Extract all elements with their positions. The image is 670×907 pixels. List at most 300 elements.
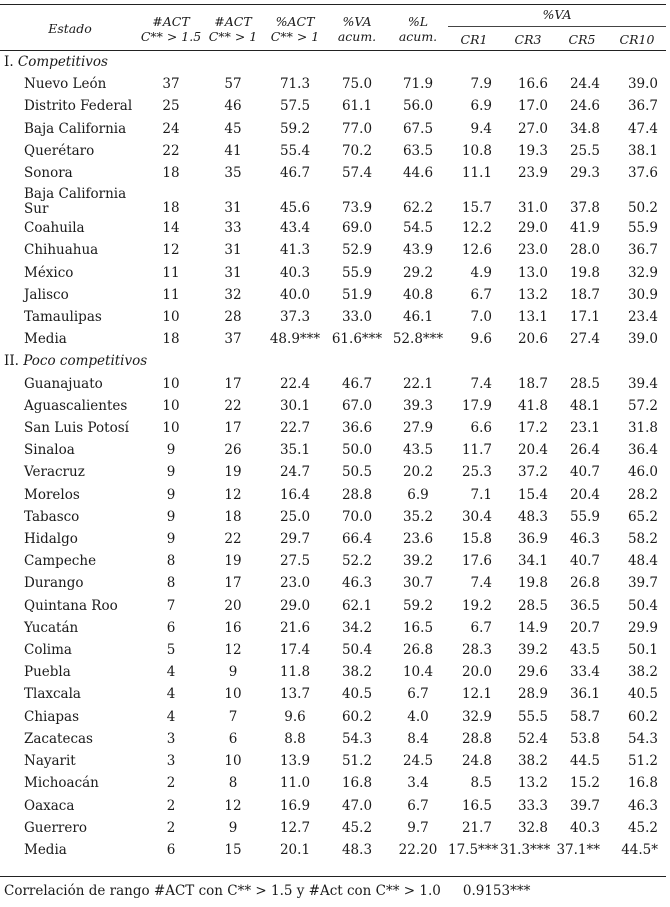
cell-pct-act1: 48.9*** <box>269 331 321 348</box>
cell-cr10: 54.3 <box>627 730 658 747</box>
cell-cr5: 27.4 <box>569 331 600 348</box>
cell-l-acum: 39.2 <box>402 553 434 570</box>
table-row <box>0 795 666 817</box>
header-pct-act1: %ACT C** > 1 <box>270 13 320 44</box>
cell-cr1: 24.8 <box>461 753 492 770</box>
table-row <box>0 140 666 162</box>
cell-cr3: 23.0 <box>517 242 548 259</box>
cell-cr3: 27.0 <box>517 120 548 137</box>
cell-cr3: 20.6 <box>517 331 548 348</box>
cell-act15: 4 <box>166 664 176 681</box>
cell-pct-act1: 16.9 <box>279 797 311 814</box>
cell-cr10: 36.7 <box>627 98 658 115</box>
cell-l-acum: 4.0 <box>407 708 429 725</box>
cell-act15: 9 <box>166 464 176 481</box>
cell-l-acum: 43.5 <box>402 442 434 459</box>
cell-act1: 18 <box>224 508 242 525</box>
cell-act15: 14 <box>162 220 180 237</box>
cell-act1: 8 <box>228 775 238 792</box>
cell-act15: 9 <box>166 442 176 459</box>
cell-cr10: 50.1 <box>627 642 658 659</box>
cell-pct-act1: 13.7 <box>279 686 311 703</box>
cell-cr5: 25.5 <box>569 142 600 159</box>
cell-pct-act1: 40.3 <box>279 264 311 281</box>
cell-act1: 17 <box>224 420 242 437</box>
footer-rule <box>0 876 666 877</box>
cell-l-acum: 71.9 <box>402 76 434 93</box>
cell-cr1: 4.9 <box>470 264 492 281</box>
competitiveness-table <box>0 4 666 861</box>
cell-cr3: 28.9 <box>517 686 548 703</box>
cell-cr10: 44.5* <box>621 841 658 858</box>
table-row <box>0 750 666 772</box>
cell-l-acum: 9.7 <box>407 819 429 836</box>
cell-act1: 41 <box>224 142 242 159</box>
table-row <box>0 184 666 217</box>
header-cr1: CR1 <box>460 32 488 47</box>
header-cr10: CR10 <box>619 32 655 47</box>
cell-pct-act1: 23.0 <box>279 575 311 592</box>
cell-l-acum: 22.1 <box>402 375 434 392</box>
cell-act1: 12 <box>224 642 242 659</box>
header-act1: #ACT C** > 1 <box>208 13 258 44</box>
cell-va-acum: 51.9 <box>341 286 373 303</box>
cell-l-acum: 6.7 <box>407 797 429 814</box>
cell-cr5: 24.4 <box>569 76 600 93</box>
cell-l-acum: 8.4 <box>407 730 429 747</box>
cell-act1: 22 <box>224 531 242 548</box>
cell-va-acum: 57.4 <box>341 165 373 182</box>
cell-pct-act1: 55.4 <box>279 142 311 159</box>
header-estado: Estado <box>48 21 92 36</box>
table-row <box>0 73 666 95</box>
cell-va-acum: 70.2 <box>341 142 373 159</box>
cell-va-acum: 61.6*** <box>331 331 383 348</box>
state-name: Chihuahua <box>24 242 99 259</box>
cell-act15: 8 <box>166 553 176 570</box>
cell-pct-act1: 12.7 <box>279 819 311 836</box>
table-row <box>0 162 666 184</box>
cell-cr10: 23.4 <box>627 309 658 326</box>
state-name: Sonora <box>24 165 73 182</box>
cell-act15: 2 <box>166 819 176 836</box>
cell-cr5: 39.7 <box>569 797 600 814</box>
table-row <box>0 484 666 506</box>
cell-cr3: 31.3*** <box>500 841 551 858</box>
section-number: II. <box>4 353 24 370</box>
cell-act15: 6 <box>166 841 176 858</box>
cell-va-acum: 51.2 <box>341 753 373 770</box>
header-cr5: CR5 <box>568 32 596 47</box>
cell-cr5: 48.1 <box>569 397 600 414</box>
state-name: Nuevo León <box>24 76 107 93</box>
cell-cr1: 30.4 <box>461 508 492 525</box>
header-cr3: CR3 <box>514 32 542 47</box>
cell-cr1: 15.8 <box>461 531 492 548</box>
state-name: San Luis Potosí <box>24 420 129 437</box>
cell-pct-act1: 59.2 <box>279 120 311 137</box>
cell-cr10: 58.2 <box>627 531 658 548</box>
cell-act1: 19 <box>224 464 242 481</box>
cell-cr1: 16.5 <box>461 797 492 814</box>
cell-act15: 18 <box>162 331 180 348</box>
state-name: Guanajuato <box>24 375 103 392</box>
cell-pct-act1: 25.0 <box>279 508 311 525</box>
cell-cr1: 28.8 <box>461 730 492 747</box>
section-heading <box>0 51 666 74</box>
cell-act1: 45 <box>224 120 242 137</box>
state-name: México <box>24 264 74 281</box>
cell-l-acum: 52.8*** <box>392 331 444 348</box>
cell-act15: 10 <box>162 397 180 414</box>
state-name: Distrito Federal <box>24 98 133 115</box>
cell-l-acum: 20.2 <box>402 464 434 481</box>
cell-cr3: 18.7 <box>517 375 548 392</box>
cell-cr10: 51.2 <box>627 753 658 770</box>
cell-cr1: 9.4 <box>470 120 492 137</box>
cell-cr10: 29.9 <box>627 619 658 636</box>
cell-pct-act1: 40.0 <box>279 286 311 303</box>
cell-cr3: 13.0 <box>517 264 548 281</box>
cell-cr5: 26.8 <box>569 575 600 592</box>
cell-cr5: 15.2 <box>569 775 600 792</box>
cell-l-acum: 62.2 <box>402 200 434 217</box>
cell-l-acum: 6.7 <box>407 686 429 703</box>
cell-cr1: 7.9 <box>470 76 492 93</box>
cell-cr3: 13.2 <box>517 775 548 792</box>
state-name: Media <box>24 331 67 348</box>
cell-cr5: 36.5 <box>569 597 600 614</box>
section-competitivos <box>0 51 666 74</box>
cell-act1: 33 <box>224 220 242 237</box>
cell-cr3: 28.5 <box>517 597 548 614</box>
cell-act15: 5 <box>166 642 176 659</box>
cell-cr5: 34.8 <box>569 120 600 137</box>
cell-cr5: 18.7 <box>569 286 600 303</box>
cell-l-acum: 54.5 <box>402 220 434 237</box>
cell-pct-act1: 29.7 <box>279 531 311 548</box>
table-row <box>0 617 666 639</box>
state-name: Chiapas <box>24 708 80 725</box>
cell-act1: 32 <box>224 286 242 303</box>
cell-act1: 16 <box>224 619 242 636</box>
cell-cr10: 37.6 <box>627 165 658 182</box>
cell-va-acum: 50.4 <box>341 642 373 659</box>
cell-act15: 6 <box>166 619 176 636</box>
cell-cr5: 23.1 <box>569 420 600 437</box>
cell-pct-act1: 13.9 <box>279 753 311 770</box>
cell-cr3: 13.1 <box>517 309 548 326</box>
cell-pct-act1: 27.5 <box>279 553 311 570</box>
table-row <box>0 683 666 705</box>
table-row <box>0 217 666 239</box>
cell-cr3: 14.9 <box>517 619 548 636</box>
cell-va-acum: 50.5 <box>341 464 373 481</box>
cell-act1: 37 <box>224 331 242 348</box>
cell-act15: 10 <box>162 309 180 326</box>
cell-cr3: 20.4 <box>517 442 548 459</box>
cell-cr1: 8.5 <box>470 775 492 792</box>
cell-va-acum: 33.0 <box>341 309 373 326</box>
cell-l-acum: 22.20 <box>398 841 438 858</box>
cell-pct-act1: 11.0 <box>279 775 311 792</box>
state-name: Tabasco <box>24 508 80 525</box>
cell-l-acum: 35.2 <box>402 508 434 525</box>
cell-pct-act1: 35.1 <box>279 442 311 459</box>
cell-act1: 9 <box>228 664 238 681</box>
cell-cr1: 25.3 <box>461 464 492 481</box>
cell-cr10: 39.4 <box>627 375 658 392</box>
cell-pct-act1: 37.3 <box>279 309 311 326</box>
cell-cr10: 36.4 <box>627 442 658 459</box>
cell-va-acum: 69.0 <box>341 220 373 237</box>
cell-pct-act1: 22.7 <box>279 420 311 437</box>
table-row <box>0 239 666 261</box>
cell-va-acum: 73.9 <box>341 200 373 217</box>
cell-cr1: 20.0 <box>461 664 492 681</box>
table-row <box>0 550 666 572</box>
state-name: Querétaro <box>24 142 95 159</box>
cell-l-acum: 63.5 <box>402 142 434 159</box>
cell-va-acum: 54.3 <box>341 730 373 747</box>
footer-value: 0.9153*** <box>462 883 531 899</box>
cell-pct-act1: 43.4 <box>279 220 311 237</box>
cell-cr1: 7.4 <box>470 375 492 392</box>
cell-l-acum: 16.5 <box>402 619 434 636</box>
cell-pct-act1: 21.6 <box>279 619 311 636</box>
cell-act1: 57 <box>224 76 242 93</box>
cell-cr10: 46.0 <box>627 464 658 481</box>
cell-cr10: 39.7 <box>627 575 658 592</box>
cell-cr10: 57.2 <box>627 397 658 414</box>
cell-cr1: 21.7 <box>461 819 492 836</box>
cell-cr3: 33.3 <box>517 797 548 814</box>
cell-cr3: 17.0 <box>517 98 548 115</box>
cell-act15: 8 <box>166 575 176 592</box>
cell-pct-act1: 20.1 <box>279 841 311 858</box>
cell-cr10: 32.9 <box>627 264 658 281</box>
state-name: Morelos <box>24 486 80 503</box>
cell-va-acum: 50.0 <box>341 442 373 459</box>
cell-act1: 17 <box>224 575 242 592</box>
cell-cr5: 43.5 <box>569 642 600 659</box>
cell-act1: 10 <box>224 753 242 770</box>
cell-act1: 26 <box>224 442 242 459</box>
cell-cr5: 53.8 <box>569 730 600 747</box>
state-name: Campeche <box>24 553 97 570</box>
cell-cr10: 45.2 <box>627 819 658 836</box>
cell-cr3: 39.2 <box>517 642 548 659</box>
cell-cr10: 50.4 <box>627 597 658 614</box>
cell-cr3: 32.8 <box>517 819 548 836</box>
state-name: Yucatán <box>24 619 79 636</box>
cell-cr10: 16.8 <box>627 775 658 792</box>
cell-va-acum: 38.2 <box>341 664 373 681</box>
cell-cr5: 26.4 <box>569 442 600 459</box>
state-name: Durango <box>24 575 84 592</box>
cell-act15: 37 <box>162 76 180 93</box>
cell-cr1: 6.6 <box>470 420 492 437</box>
cell-cr5: 28.0 <box>569 242 600 259</box>
table-row <box>0 572 666 594</box>
cell-cr10: 50.2 <box>627 200 658 217</box>
cell-cr3: 38.2 <box>517 753 548 770</box>
cell-va-acum: 77.0 <box>341 120 373 137</box>
cell-va-acum: 34.2 <box>341 619 373 636</box>
table-row <box>0 118 666 140</box>
cell-cr3: 31.0 <box>517 200 548 217</box>
cell-pct-act1: 45.6 <box>279 200 311 217</box>
cell-cr3: 16.6 <box>517 76 548 93</box>
cell-act15: 10 <box>162 420 180 437</box>
section-heading <box>0 350 666 372</box>
section-poco-competitivos <box>0 350 666 372</box>
cell-pct-act1: 46.7 <box>279 165 311 182</box>
cell-act1: 20 <box>224 597 242 614</box>
rank-correlation-note <box>4 883 530 899</box>
cell-cr10: 47.4 <box>627 120 658 137</box>
cell-cr3: 55.5 <box>517 708 548 725</box>
cell-cr1: 9.6 <box>470 331 492 348</box>
state-name: Zacatecas <box>24 730 93 747</box>
cell-act15: 9 <box>166 508 176 525</box>
cell-cr1: 12.2 <box>461 220 492 237</box>
cell-va-acum: 16.8 <box>341 775 373 792</box>
cell-l-acum: 43.9 <box>402 242 434 259</box>
cell-act15: 18 <box>162 200 180 217</box>
cell-act15: 9 <box>166 531 176 548</box>
cell-cr10: 31.8 <box>627 420 658 437</box>
header-act15: #ACT C** > 1.5 <box>140 13 202 44</box>
cell-cr5: 40.3 <box>569 819 600 836</box>
cell-cr5: 19.8 <box>569 264 600 281</box>
cell-cr3: 36.9 <box>517 531 548 548</box>
cell-act1: 35 <box>224 165 242 182</box>
cell-cr3: 34.1 <box>517 553 548 570</box>
cell-pct-act1: 22.4 <box>279 375 311 392</box>
table-body <box>0 51 666 862</box>
cell-cr10: 39.0 <box>627 76 658 93</box>
cell-va-acum: 52.2 <box>341 553 373 570</box>
cell-l-acum: 10.4 <box>402 664 434 681</box>
cell-va-acum: 45.2 <box>341 819 373 836</box>
cell-cr1: 7.1 <box>470 486 492 503</box>
cell-act1: 12 <box>224 486 242 503</box>
cell-l-acum: 44.6 <box>402 165 434 182</box>
table-row <box>0 728 666 750</box>
cell-cr1: 11.1 <box>461 165 492 182</box>
cell-act15: 3 <box>166 730 176 747</box>
cell-pct-act1: 24.7 <box>279 464 311 481</box>
cell-act1: 19 <box>224 553 242 570</box>
cell-act15: 11 <box>162 286 180 303</box>
cell-cr5: 37.8 <box>569 200 600 217</box>
section-number: I. <box>4 54 18 70</box>
cell-cr1: 7.4 <box>470 575 492 592</box>
cell-cr5: 41.9 <box>569 220 600 237</box>
cell-l-acum: 24.5 <box>402 753 434 770</box>
state-name: Guerrero <box>24 819 87 836</box>
cell-cr5: 46.3 <box>569 531 600 548</box>
cell-va-acum: 60.2 <box>341 708 373 725</box>
cell-va-acum: 66.4 <box>341 531 373 548</box>
cell-va-acum: 47.0 <box>341 797 373 814</box>
cell-l-acum: 59.2 <box>402 597 434 614</box>
cell-cr5: 20.4 <box>569 486 600 503</box>
state-name: Media <box>24 841 67 858</box>
cell-cr3: 17.2 <box>517 420 548 437</box>
cell-pct-act1: 71.3 <box>279 76 311 93</box>
cell-act15: 2 <box>166 775 176 792</box>
table-row <box>0 306 666 328</box>
cell-va-acum: 70.0 <box>341 508 373 525</box>
cell-cr5: 44.5 <box>569 753 600 770</box>
cell-cr1: 17.5*** <box>448 841 499 858</box>
state-name: Baja California Sur <box>24 186 127 218</box>
cell-cr1: 11.7 <box>461 442 492 459</box>
cell-cr1: 10.8 <box>461 142 492 159</box>
table-row <box>0 417 666 439</box>
cell-va-acum: 67.0 <box>341 397 373 414</box>
table-row <box>0 817 666 839</box>
cell-act15: 2 <box>166 797 176 814</box>
cell-cr5: 28.5 <box>569 375 600 392</box>
cell-pct-act1: 41.3 <box>279 242 311 259</box>
cell-cr1: 6.7 <box>470 286 492 303</box>
cell-act15: 24 <box>162 120 180 137</box>
cell-pct-act1: 57.5 <box>279 98 311 115</box>
cell-cr1: 12.1 <box>461 686 492 703</box>
cell-cr10: 39.0 <box>627 331 658 348</box>
cell-l-acum: 6.9 <box>407 486 429 503</box>
cell-cr1: 32.9 <box>461 708 492 725</box>
cell-cr10: 30.9 <box>627 286 658 303</box>
cell-cr3: 41.8 <box>517 397 548 414</box>
table-row <box>0 461 666 483</box>
media-row <box>0 839 666 861</box>
state-name: Sinaloa <box>24 442 75 459</box>
cell-act1: 17 <box>224 375 242 392</box>
state-name: Michoacán <box>24 775 99 792</box>
cell-cr5: 37.1** <box>556 841 600 858</box>
state-name: Quintana Roo <box>24 597 118 614</box>
cell-act1: 12 <box>224 797 242 814</box>
cell-pct-act1: 30.1 <box>279 397 311 414</box>
cell-va-acum: 46.7 <box>341 375 373 392</box>
cell-va-acum: 61.1 <box>341 98 373 115</box>
cell-l-acum: 40.8 <box>402 286 434 303</box>
cell-cr1: 6.7 <box>470 619 492 636</box>
cell-act15: 22 <box>162 142 180 159</box>
cell-cr10: 38.2 <box>627 664 658 681</box>
cell-cr10: 46.3 <box>627 797 658 814</box>
state-name: Hidalgo <box>24 531 78 548</box>
state-name: Veracruz <box>24 464 85 481</box>
cell-cr1: 7.0 <box>470 309 492 326</box>
table-row <box>0 262 666 284</box>
cell-cr5: 55.9 <box>569 508 600 525</box>
section-title: Poco competitivos <box>23 353 148 370</box>
cell-cr3: 37.2 <box>517 464 548 481</box>
cell-cr1: 17.9 <box>461 397 492 414</box>
table-row <box>0 439 666 461</box>
cell-act1: 46 <box>224 98 242 115</box>
cell-va-acum: 28.8 <box>341 486 373 503</box>
cell-l-acum: 67.5 <box>402 120 434 137</box>
cell-cr5: 20.7 <box>569 619 600 636</box>
cell-act1: 22 <box>224 397 242 414</box>
cell-cr1: 15.7 <box>461 200 492 217</box>
